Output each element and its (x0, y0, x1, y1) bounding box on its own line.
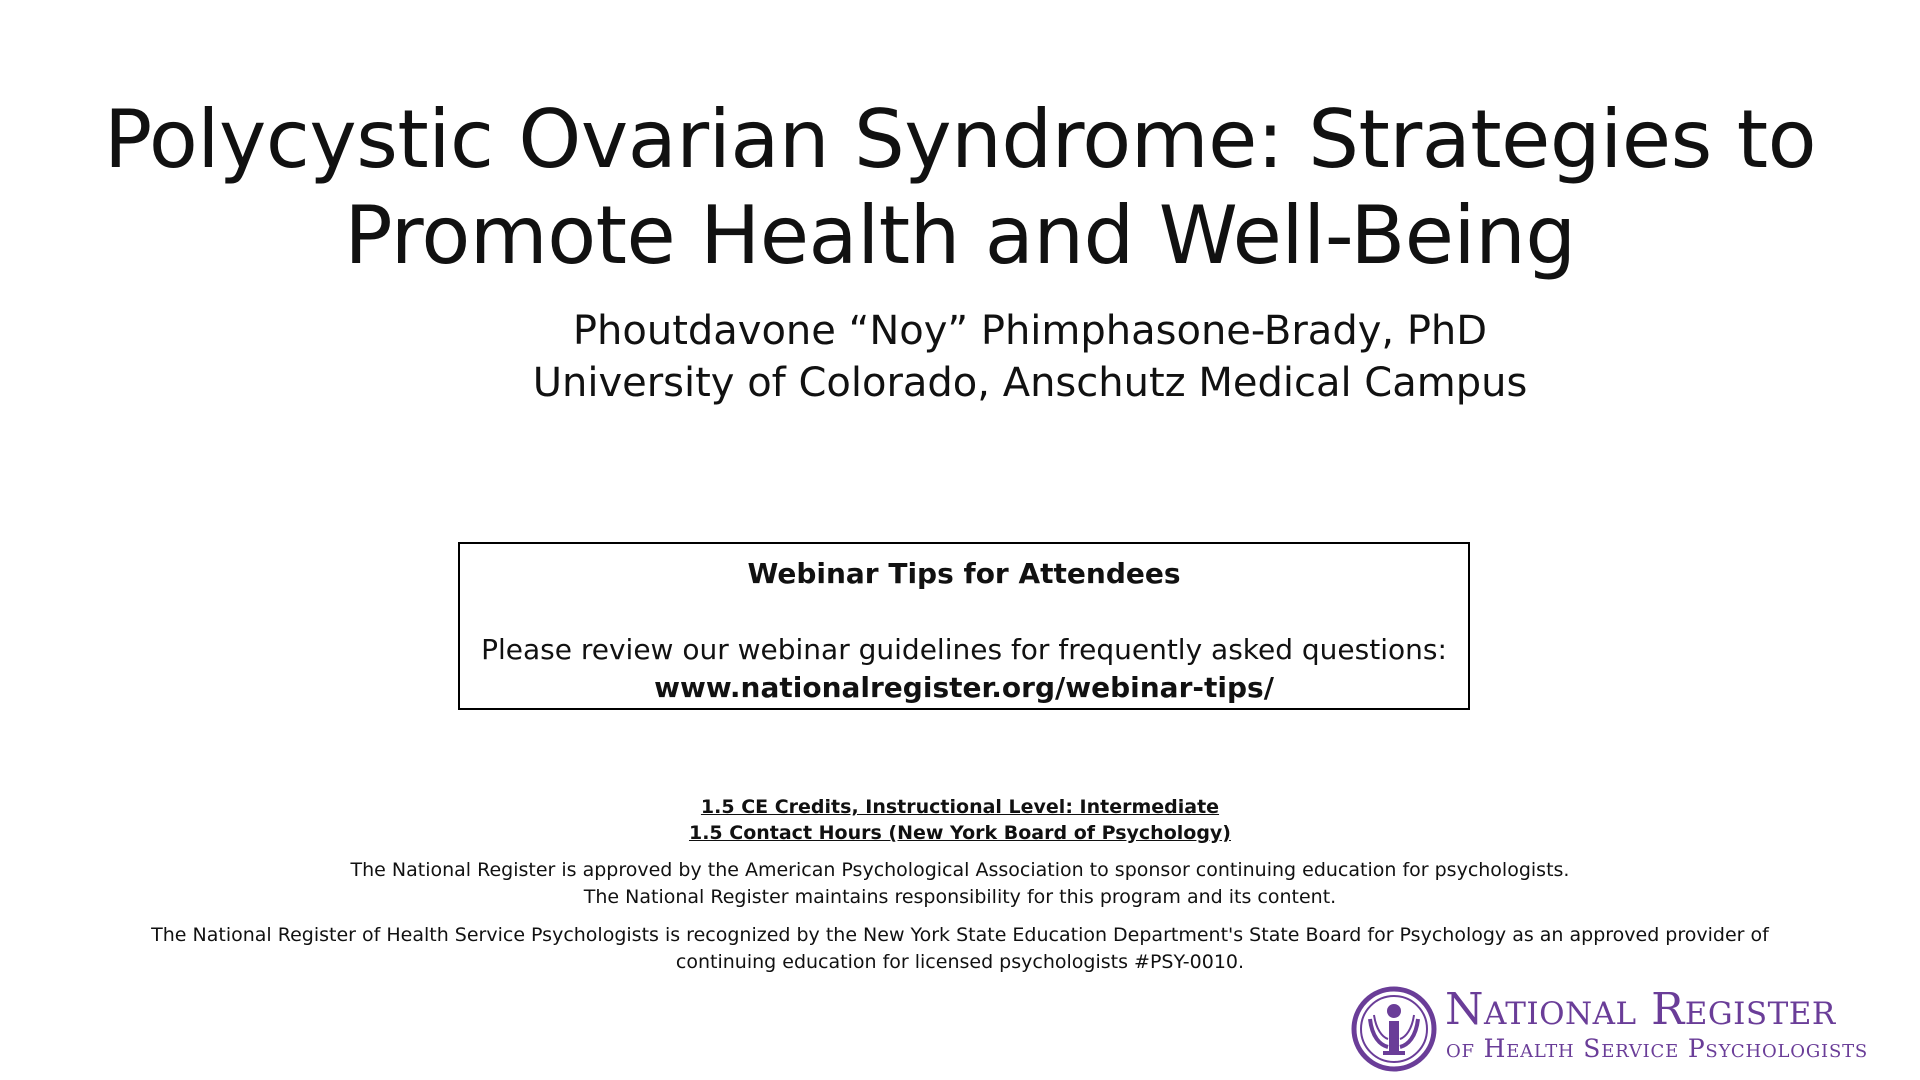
contact-hours-line: 1.5 Contact Hours (New York Board of Psychology) (688, 822, 1231, 844)
slide-title-line-1: Polycystic Ovarian Syndrome: Strategies to (103, 93, 1817, 186)
webinar-tips-heading: Webinar Tips for Attendees (747, 557, 1181, 590)
nys-recognition-note-cont: continuing education for licensed psychologists #PSY-0010. (675, 951, 1245, 973)
responsibility-note: The National Register maintains responsibility for this program and its content. (583, 886, 1337, 908)
logo-wordmark-line-1: National Register (1445, 984, 1836, 1035)
apa-approval-note: The National Register is approved by the American Psychological Association to sponsor continuing education for psychologists. (350, 859, 1570, 881)
webinar-tips-link[interactable]: www.nationalregister.org/webinar-tips/ (654, 671, 1274, 704)
logo-wordmark-line-2: of Health Service Psychologists (1446, 1034, 1869, 1063)
webinar-tips-text: Please review our webinar guidelines for frequently asked questions: (481, 633, 1447, 666)
nys-recognition-note: The National Register of Health Service Psychologists is recognized by the New York State Education Department's State Board for Psychology as an approved provider of (151, 924, 1769, 946)
national-register-emblem-icon (1350, 985, 1438, 1073)
slide-title (0, 92, 1920, 284)
national-register-logo (1350, 985, 1910, 1073)
ce-credits-line: 1.5 CE Credits, Instructional Level: Intermediate (700, 796, 1220, 818)
presenter-name: Phoutdavone “Noy” Phimphasone-Brady, PhD (572, 308, 1488, 354)
presenter-affiliation: University of Colorado, Anschutz Medical Campus (532, 360, 1528, 406)
webinar-tips-box (458, 542, 1470, 710)
slide-title-line-2: Promote Health and Well-Being (344, 189, 1576, 282)
